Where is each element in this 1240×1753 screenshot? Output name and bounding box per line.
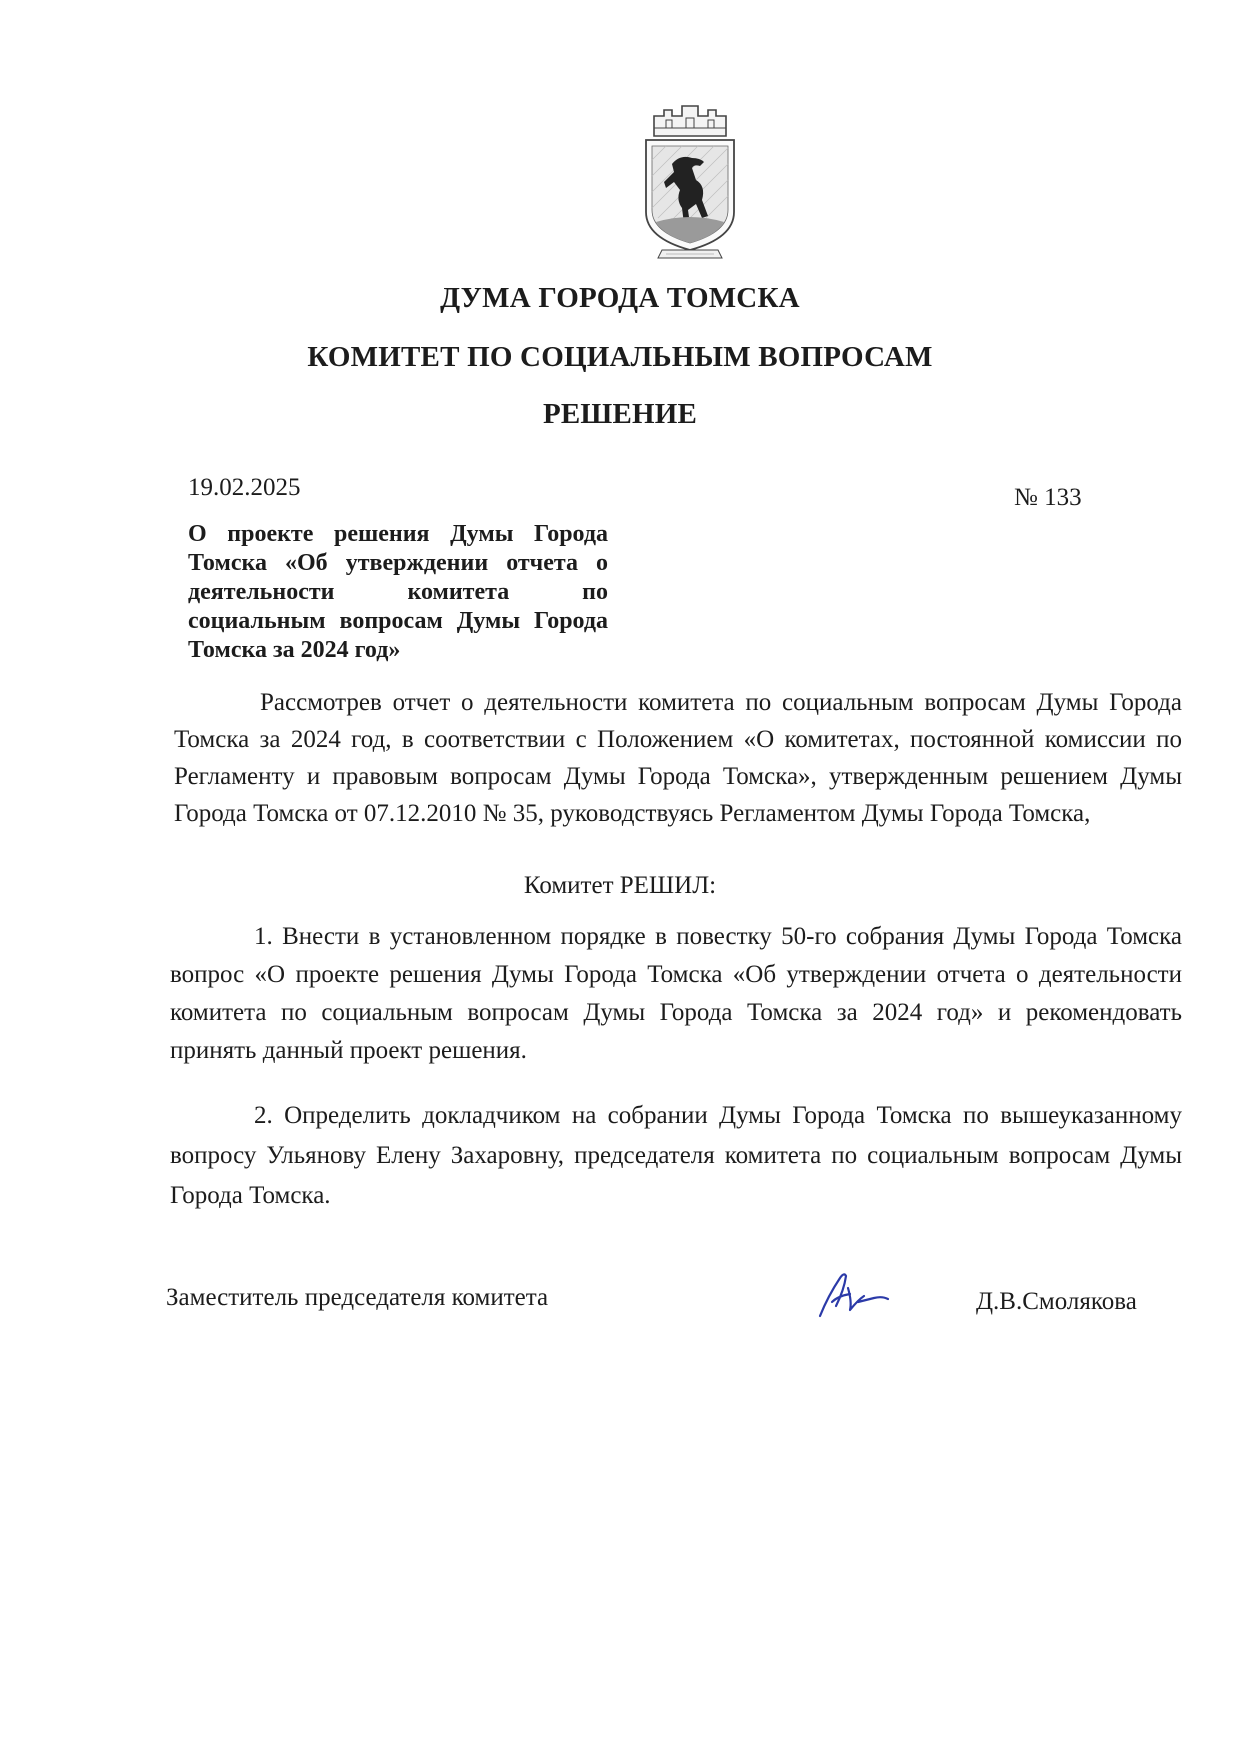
document-number: № 133	[1014, 484, 1082, 511]
signatory-position: Заместитель председателя комитета	[166, 1284, 549, 1311]
committee-title: КОМИТЕТ ПО СОЦИАЛЬНЫМ ВОПРОСАМ	[307, 341, 933, 373]
decision-heading: Комитет РЕШИЛ:	[523, 872, 717, 899]
coat-of-arms-emblem	[636, 100, 744, 268]
document-type-title: РЕШЕНИЕ	[542, 398, 698, 430]
signatory-name: Д.В.Смолякова	[976, 1288, 1137, 1315]
decision-item-1: 1. Внести в установленном порядке в повестку 50-го собрания Думы Города Томска вопрос «О проекте решения Думы Города Томска «Об утверждении отчета о деятельности комитета по социальным вопросам Думы Города Томска за 2024 год» и рекомендовать принять данный проект решения.	[170, 923, 1182, 1064]
document-subject: О проекте решения Думы Города Томска «Об утверждении отчета о деятельности комитета по социальным вопросам Думы Города Томска за 2024 год»	[188, 521, 608, 663]
organization-title: ДУМА ГОРОДА ТОМСКА	[440, 282, 800, 314]
intro-paragraph: Рассмотрев отчет о деятельности комитета по социальным вопросам Думы Города Томска за 2024 год, в соответствии с Положением «О комитетах, постоянной комиссии по Регламенту и правовым вопросам Думы Города Томска», утвержденным решением Думы Города Томска от 07.12.2010 № 35, руководствуясь Регламентом Думы Города Томска,	[174, 689, 1182, 827]
document-date: 19.02.2025	[188, 474, 301, 501]
handwritten-signature	[814, 1266, 892, 1322]
decision-item-2: 2. Определить докладчиком на собрании Думы Города Томска по вышеуказанному вопросу Ульянову Елену Захаровну, председателя комитета по социальным вопросам Думы Города Томска.	[170, 1102, 1182, 1209]
